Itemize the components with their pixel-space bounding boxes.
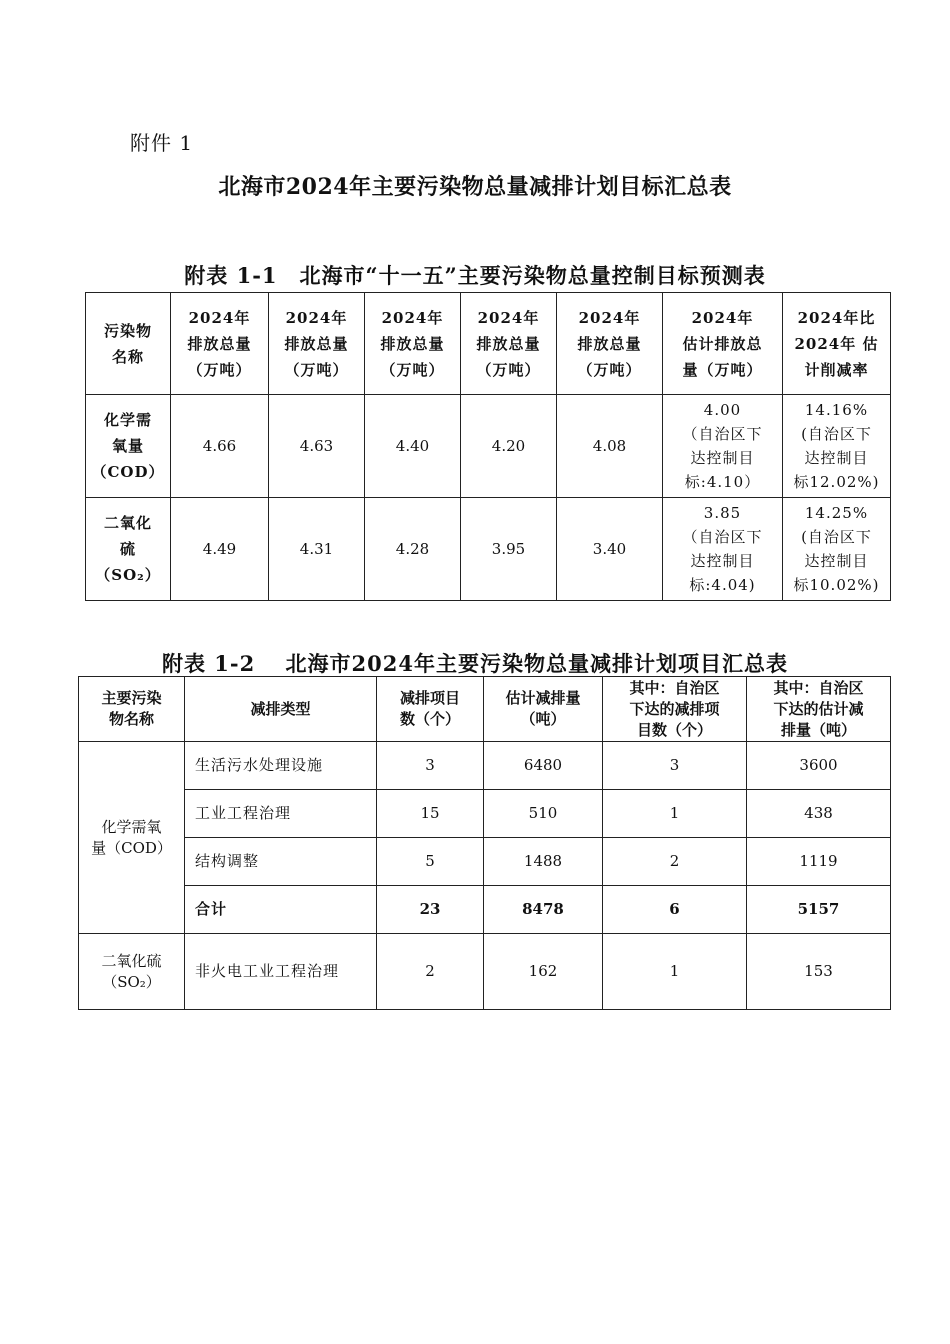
table1-header-year: 2024年 排放总量 （万吨） [171,293,269,395]
total-region-count: 6 [603,886,747,934]
reduction-amount: 162 [484,934,603,1010]
table1-header-estimate: 2024年 估计排放总 量（万吨） [663,293,783,395]
region-count: 1 [603,934,747,1010]
reduction-amount: 1488 [484,838,603,886]
total-region-amount: 5157 [747,886,891,934]
emission-value: 4.20 [461,395,557,498]
reduction-rate: 14.16% (自治区下 达控制目 标12.02%) [783,395,891,498]
total-label: 合计 [185,886,377,934]
region-amount: 153 [747,934,891,1010]
table2-header-row [79,677,891,742]
table2-header-region-amount: 其中：自治区 下达的估计减 排量（吨） [747,677,891,742]
pollutant-name: 化学需氧 量（COD） [79,742,185,934]
project-count: 3 [377,742,484,790]
emission-value: 4.49 [171,498,269,601]
emission-value: 4.28 [365,498,461,601]
region-count: 3 [603,742,747,790]
estimate-value: 3.85 （自治区下 达控制目 标:4.04) [663,498,783,601]
page-title: 北海市2024年主要污染物总量减排计划目标汇总表 [218,174,732,200]
reduction-type: 非火电工业工程治理 [185,934,377,1010]
table1-header-name: 污染物 名称 [86,293,171,395]
table1-header-year: 2024年 排放总量 （万吨） [461,293,557,395]
region-amount: 3600 [747,742,891,790]
emission-value: 3.95 [461,498,557,601]
table1-header-year: 2024年 排放总量 （万吨） [557,293,663,395]
pollutant-name: 二氧化硫 （SO₂） [79,934,185,1010]
table-row [86,395,891,498]
emission-value: 4.08 [557,395,663,498]
pollutant-target-table [85,292,891,601]
attachment-label: 附件 1 [130,131,194,155]
table-row [86,498,891,601]
emission-value: 4.31 [269,498,365,601]
reduction-type: 工业工程治理 [185,790,377,838]
table-row [79,742,891,790]
emission-value: 4.66 [171,395,269,498]
table1-header-rate: 2024年比 2024年 估 计削减率 [783,293,891,395]
table-row [79,790,891,838]
total-count: 23 [377,886,484,934]
table2-title: 附表 1-2 北海市2024年主要污染物总量减排计划项目汇总表 [161,651,788,676]
table1-header-year: 2024年 排放总量 （万吨） [269,293,365,395]
project-count: 5 [377,838,484,886]
reduction-type: 生活污水处理设施 [185,742,377,790]
pollutant-name: 二氧化 硫 （SO₂） [86,498,171,601]
project-count: 2 [377,934,484,1010]
project-count: 15 [377,790,484,838]
table2-header-type: 减排类型 [185,677,377,742]
table2-header-name: 主要污染 物名称 [79,677,185,742]
table-row [79,934,891,1010]
table1-header-year: 2024年 排放总量 （万吨） [365,293,461,395]
table-row [79,838,891,886]
estimate-value: 4.00 （自治区下 达控制目 标:4.10） [663,395,783,498]
region-count: 1 [603,790,747,838]
reduction-type: 结构调整 [185,838,377,886]
region-amount: 438 [747,790,891,838]
emission-value: 3.40 [557,498,663,601]
emission-value: 4.40 [365,395,461,498]
reduction-amount: 510 [484,790,603,838]
table1-header-row [86,293,891,395]
table2-header-region-count: 其中：自治区 下达的减排项 目数（个） [603,677,747,742]
emission-value: 4.63 [269,395,365,498]
region-amount: 1119 [747,838,891,886]
table2-header-amount: 估计减排量 （吨） [484,677,603,742]
pollutant-name: 化学需 氧量 （COD） [86,395,171,498]
table2-header-count: 减排项目 数（个） [377,677,484,742]
table1-title: 附表 1-1 北海市“十一五”主要污染物总量控制目标预测表 [184,263,766,288]
total-row [79,886,891,934]
reduction-rate: 14.25% (自治区下 达控制目 标10.02%) [783,498,891,601]
total-amount: 8478 [484,886,603,934]
region-count: 2 [603,838,747,886]
reduction-amount: 6480 [484,742,603,790]
reduction-project-table [78,676,891,1010]
